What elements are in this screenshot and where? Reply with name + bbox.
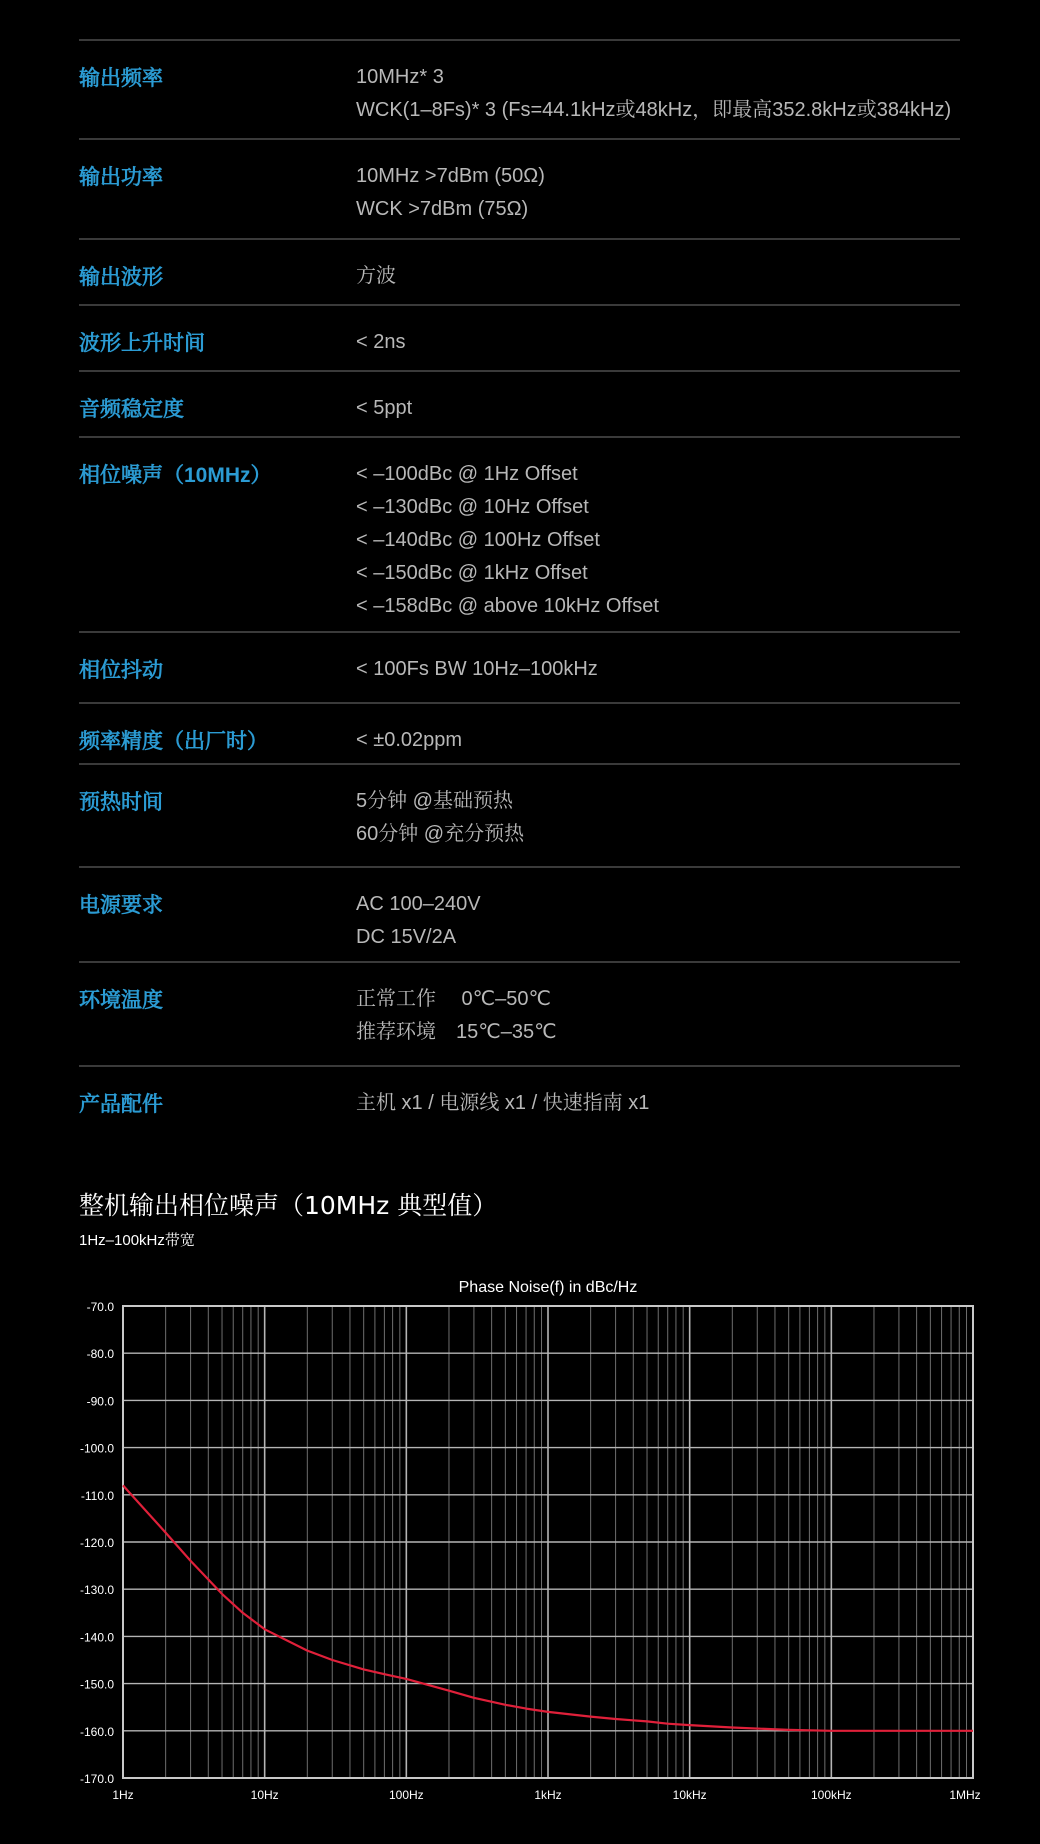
y-tick-label: -90.0 <box>86 1394 114 1409</box>
spec-label: 音频稳定度 <box>79 398 184 421</box>
section-title: 整机输出相位噪声（10MHz 典型值） <box>79 1191 498 1220</box>
x-tick-label: 100kHz <box>810 1788 852 1802</box>
y-tick-label: -80.0 <box>86 1347 114 1362</box>
spec-value: < –100dBc @ 1Hz Offset <box>356 463 578 485</box>
spec-value: 10MHz >7dBm (50Ω) <box>356 165 545 187</box>
spec-row <box>79 238 960 304</box>
spec-value: < –150dBc @ 1kHz Offset <box>356 562 588 584</box>
spec-label: 电源要求 <box>79 894 163 917</box>
spec-row <box>79 631 960 702</box>
x-tick-label: 10Hz <box>250 1788 279 1802</box>
y-tick-label: -140.0 <box>79 1630 114 1645</box>
spec-label: 输出波形 <box>79 266 163 289</box>
x-tick-label: 100Hz <box>388 1788 424 1802</box>
x-tick-label: 1MHz <box>949 1788 981 1802</box>
y-tick-label: -150.0 <box>79 1677 114 1692</box>
spec-row <box>79 304 960 370</box>
spec-values <box>356 765 524 866</box>
spec-value: 5分钟 @基础预热 <box>356 790 513 812</box>
spec-values <box>356 1067 649 1145</box>
spec-value: < 5ppt <box>356 397 413 419</box>
y-tick-label: -100.0 <box>79 1441 114 1456</box>
spec-value: DC 15V/2A <box>356 926 457 948</box>
spec-values <box>356 140 545 238</box>
spec-value: < –158dBc @ above 10kHz Offset <box>356 595 659 617</box>
spec-row <box>79 436 960 631</box>
spec-label: 频率精度（出厂时） <box>79 730 268 753</box>
spec-label: 输出频率 <box>79 67 163 90</box>
spec-label: 输出功率 <box>79 166 163 189</box>
spec-value: 推荐环境 15℃–35℃ <box>356 1021 557 1043</box>
spec-value: < –130dBc @ 10Hz Offset <box>356 496 589 518</box>
spec-label: 相位抖动 <box>79 659 163 682</box>
y-tick-label: -70.0 <box>86 1300 114 1314</box>
spec-table <box>79 39 960 1145</box>
spec-row <box>79 702 960 763</box>
spec-values <box>356 41 951 138</box>
spec-value: < ±0.02ppm <box>356 729 463 751</box>
spec-values <box>356 240 396 304</box>
x-tick-label: 1Hz <box>112 1788 134 1802</box>
spec-values <box>356 372 412 436</box>
spec-row <box>79 370 960 436</box>
spec-label: 波形上升时间 <box>79 332 205 355</box>
section-subtitle: 1Hz–100kHz带宽 <box>79 1232 195 1249</box>
spec-values <box>356 633 598 702</box>
phase-noise-chart <box>0 1260 1040 1820</box>
spec-row <box>79 961 960 1065</box>
y-tick-label: -160.0 <box>79 1724 114 1739</box>
spec-value: < 2ns <box>356 331 406 353</box>
spec-value: 方波 <box>356 265 396 287</box>
y-tick-label: -170.0 <box>79 1772 114 1786</box>
spec-value: 10MHz* 3 <box>356 66 444 88</box>
spec-values <box>356 438 659 631</box>
y-tick-label: -130.0 <box>79 1583 114 1598</box>
spec-label: 相位噪声（10MHz） <box>79 464 272 487</box>
spec-label: 产品配件 <box>79 1093 163 1116</box>
spec-value: WCK >7dBm (75Ω) <box>356 198 529 220</box>
spec-row <box>79 1065 960 1145</box>
spec-value: < –140dBc @ 100Hz Offset <box>356 529 600 551</box>
spec-value: < 100Fs BW 10Hz–100kHz <box>356 658 598 680</box>
spec-value: 主机 x1 / 电源线 x1 / 快速指南 x1 <box>356 1092 650 1114</box>
chart-title: Phase Noise(f) in dBc/Hz <box>458 1279 638 1296</box>
spec-label: 环境温度 <box>79 989 163 1012</box>
spec-value: AC 100–240V <box>356 893 481 915</box>
spec-row <box>79 763 960 866</box>
x-tick-label: 10kHz <box>672 1788 707 1802</box>
spec-values <box>356 868 481 961</box>
spec-value: 60分钟 @充分预热 <box>356 823 525 845</box>
spec-row <box>79 866 960 961</box>
y-tick-label: -120.0 <box>79 1536 114 1550</box>
spec-values <box>356 306 405 370</box>
y-tick-label: -110.0 <box>80 1488 114 1503</box>
x-tick-label: 1kHz <box>534 1788 562 1802</box>
spec-row <box>79 138 960 238</box>
spec-value: WCK(1–8Fs)* 3 (Fs=44.1kHz或48kHz，即最高352.8kHz或384kHz) <box>356 99 952 121</box>
spec-label: 预热时间 <box>79 791 163 814</box>
spec-value: 正常工作 0℃–50℃ <box>356 988 551 1010</box>
spec-values <box>356 963 557 1065</box>
spec-values <box>356 704 462 763</box>
spec-row <box>79 39 960 138</box>
